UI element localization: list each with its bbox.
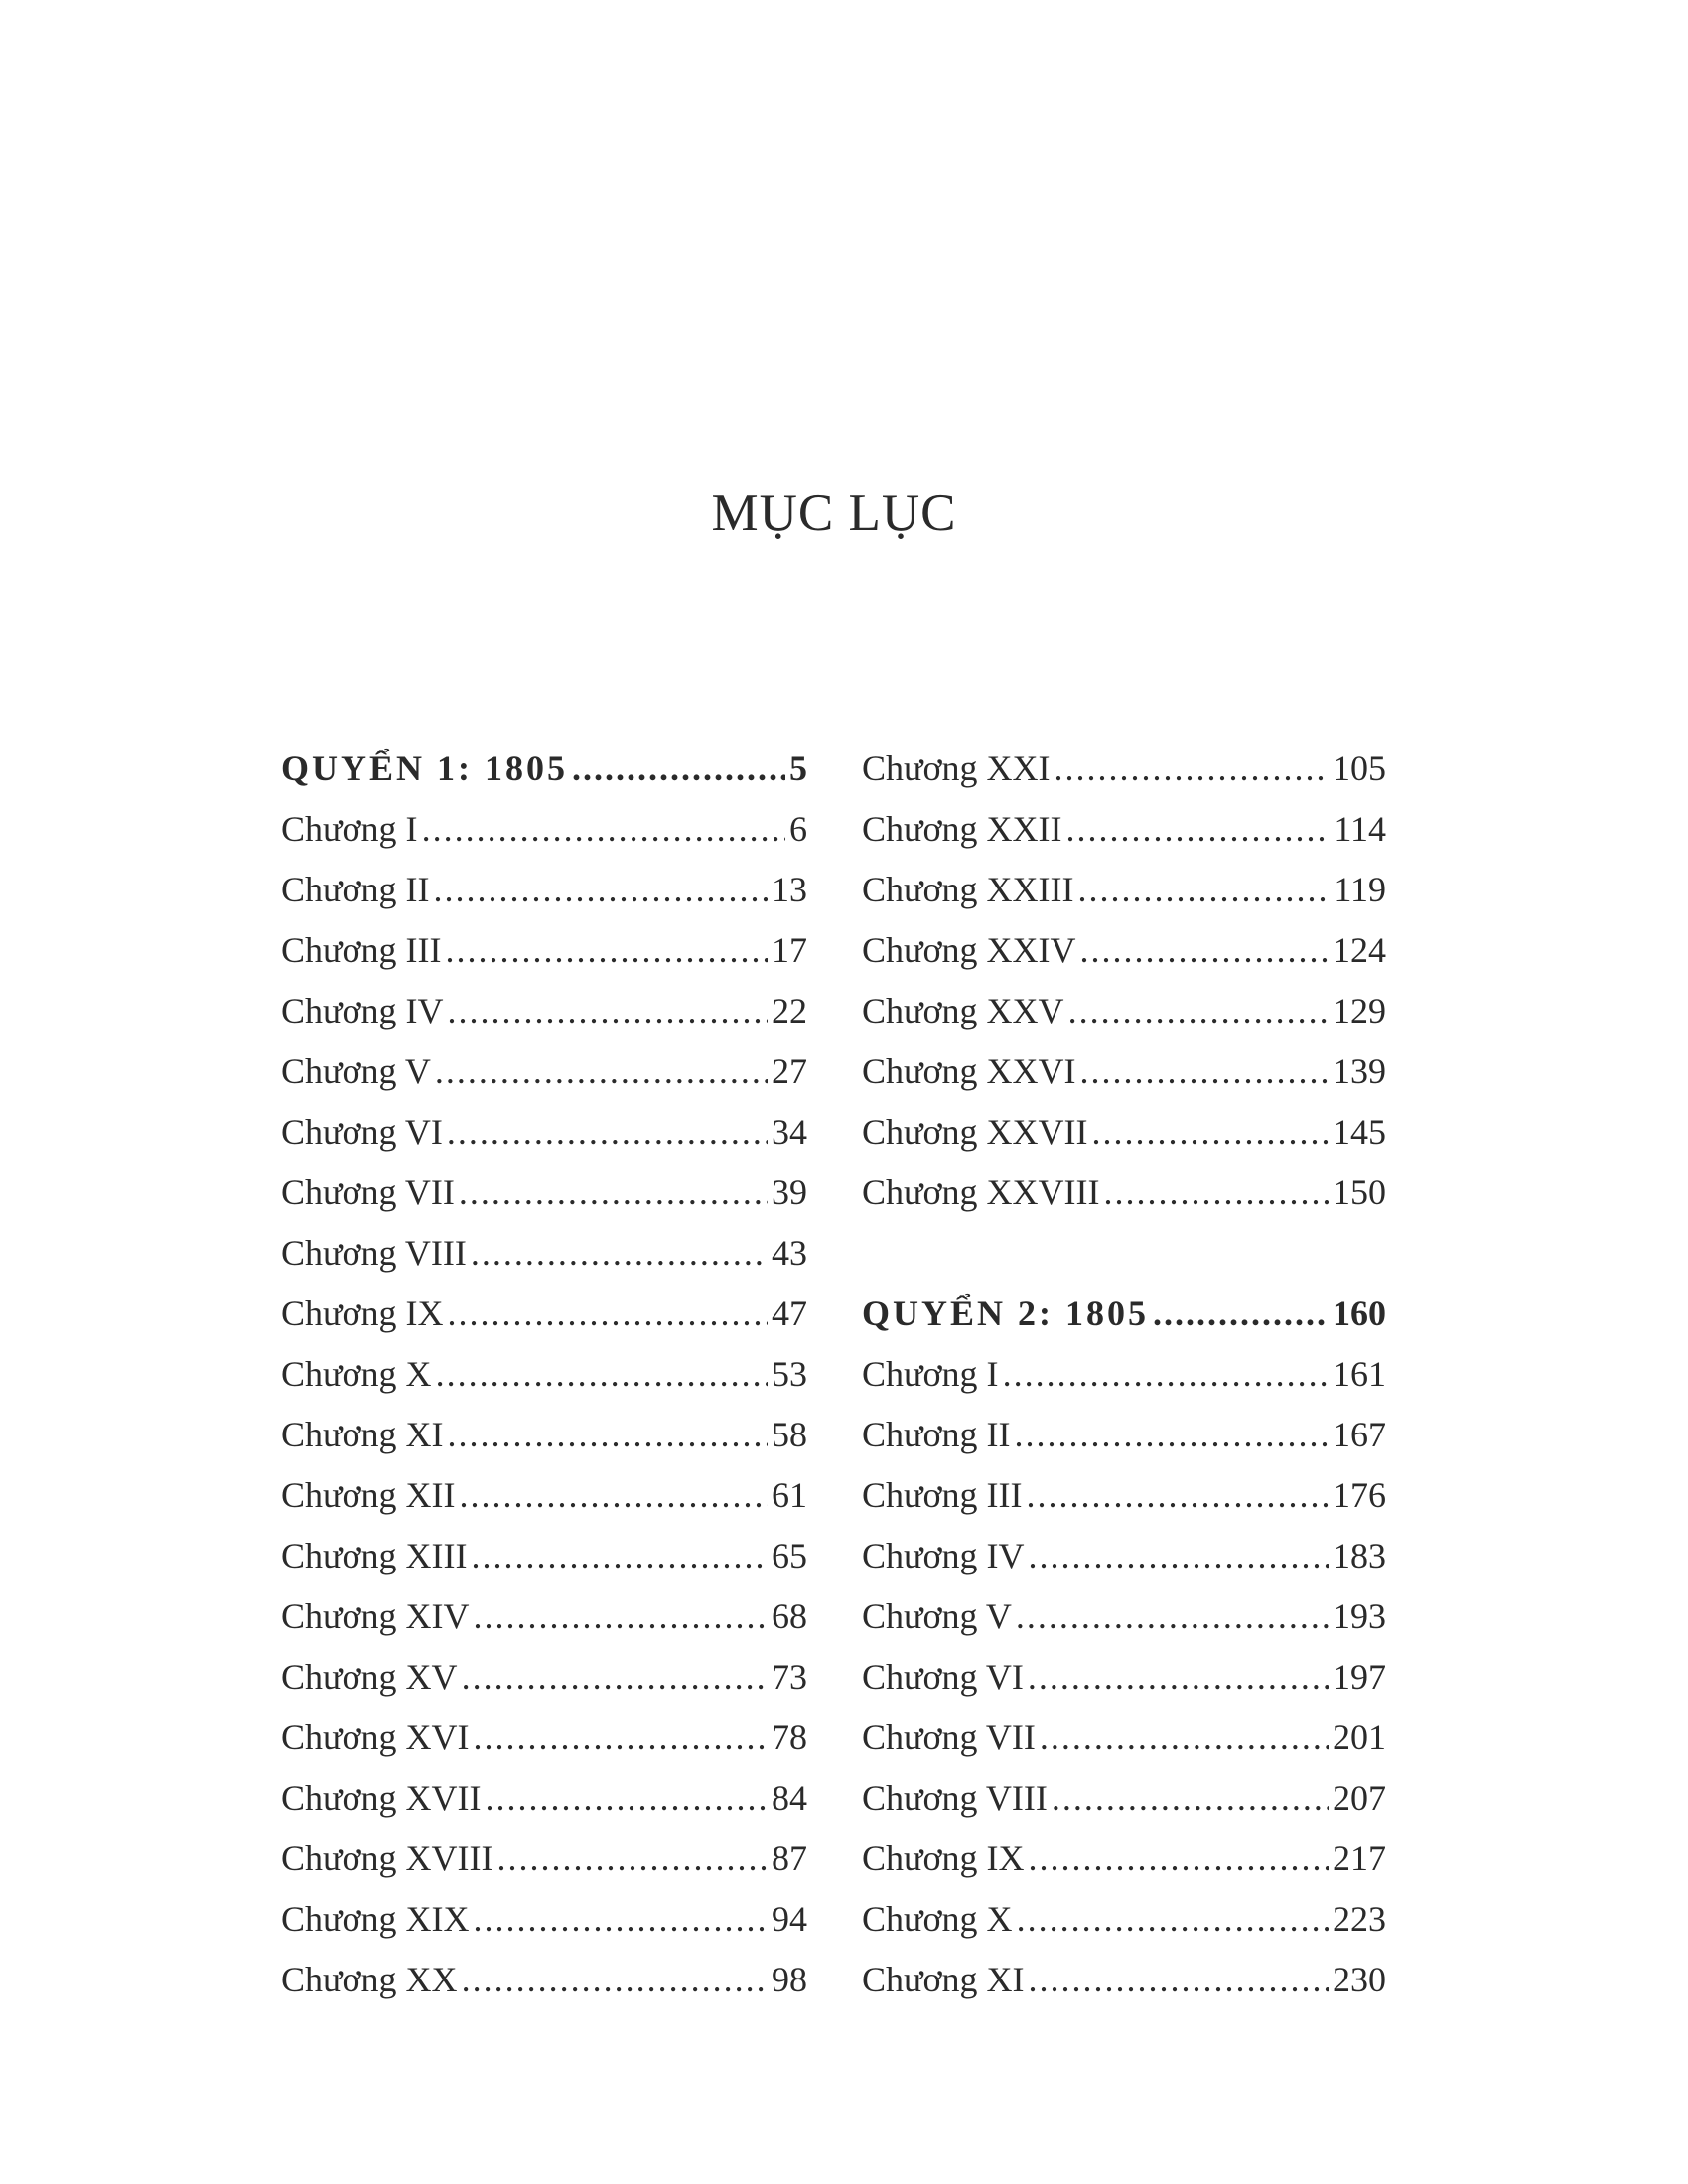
toc-leader-dots bbox=[462, 1647, 768, 1707]
toc-page-number: 78 bbox=[772, 1717, 807, 1757]
toc-page-number: 58 bbox=[772, 1415, 807, 1454]
toc-entry[interactable] bbox=[862, 1586, 1386, 1647]
toc-entry[interactable] bbox=[281, 1344, 807, 1405]
toc-entry[interactable] bbox=[281, 1768, 807, 1829]
toc-leader-dots bbox=[474, 1707, 768, 1768]
toc-leader-dots bbox=[436, 1344, 768, 1405]
toc-page-number: 5 bbox=[789, 749, 807, 788]
toc-entry-label: Chương XXI bbox=[862, 749, 1051, 788]
toc-page-number: 201 bbox=[1333, 1717, 1386, 1757]
toc-page-number: 145 bbox=[1333, 1112, 1386, 1152]
toc-entry[interactable] bbox=[862, 1102, 1386, 1162]
toc-page-number: 197 bbox=[1333, 1657, 1386, 1697]
toc-entry-label: Chương II bbox=[281, 870, 430, 909]
toc-leader-dots bbox=[474, 1586, 768, 1647]
toc-leader-dots bbox=[1068, 981, 1329, 1041]
toc-page-number: 34 bbox=[772, 1112, 807, 1152]
toc-leader-dots bbox=[447, 1102, 768, 1162]
toc-leader-dots bbox=[1015, 1405, 1329, 1465]
toc-leader-dots bbox=[1052, 1768, 1329, 1829]
toc-page-number: 39 bbox=[772, 1172, 807, 1212]
toc-page-number: 68 bbox=[772, 1596, 807, 1636]
toc-page-number: 84 bbox=[772, 1778, 807, 1818]
toc-entry[interactable] bbox=[281, 1284, 807, 1344]
toc-page-number: 161 bbox=[1333, 1354, 1386, 1394]
toc-page-number: 105 bbox=[1333, 749, 1386, 788]
toc-leader-dots bbox=[446, 920, 768, 981]
toc-page-number: 129 bbox=[1333, 991, 1386, 1030]
toc-page-number: 230 bbox=[1333, 1960, 1386, 1999]
toc-leader-dots bbox=[572, 739, 785, 799]
toc-entry-label: Chương XXIV bbox=[862, 930, 1076, 970]
toc-page-number: 207 bbox=[1333, 1778, 1386, 1818]
toc-entry[interactable] bbox=[281, 799, 807, 860]
toc-entry[interactable] bbox=[862, 1707, 1386, 1768]
toc-leader-dots bbox=[471, 1223, 768, 1284]
toc-leader-dots bbox=[435, 1041, 768, 1102]
toc-entry[interactable] bbox=[862, 1768, 1386, 1829]
toc-entry[interactable] bbox=[862, 799, 1386, 860]
toc-entry-label: Chương XXII bbox=[862, 809, 1062, 849]
toc-leader-dots bbox=[1027, 1465, 1329, 1526]
toc-leader-dots bbox=[1028, 1647, 1329, 1707]
toc-page-number: 119 bbox=[1334, 870, 1386, 909]
toc-leader-dots bbox=[422, 799, 785, 860]
toc-entry[interactable] bbox=[862, 739, 1386, 799]
toc-leader-dots bbox=[1029, 1526, 1329, 1586]
toc-entry-label: Chương XII bbox=[281, 1475, 456, 1515]
toc-entry-label: Chương X bbox=[281, 1354, 432, 1394]
toc-leader-dots bbox=[1080, 920, 1329, 981]
toc-page-number: 53 bbox=[772, 1354, 807, 1394]
toc-page-number: 183 bbox=[1333, 1536, 1386, 1575]
toc-page-number: 6 bbox=[789, 809, 807, 849]
toc-entry-label: Chương XI bbox=[862, 1960, 1025, 1999]
toc-entry-label: Chương III bbox=[862, 1475, 1023, 1515]
toc-leader-dots bbox=[448, 981, 768, 1041]
toc-page-number: 150 bbox=[1333, 1172, 1386, 1212]
toc-part-heading[interactable] bbox=[281, 739, 807, 799]
toc-entry-label: Chương XVIII bbox=[281, 1839, 493, 1878]
toc-page-number: 124 bbox=[1333, 930, 1386, 970]
toc-entry[interactable] bbox=[281, 860, 807, 920]
toc-leader-dots bbox=[1080, 1041, 1329, 1102]
toc-page-number: 193 bbox=[1333, 1596, 1386, 1636]
toc-entry-label: Chương XX bbox=[281, 1960, 458, 1999]
toc-leader-dots bbox=[1092, 1102, 1329, 1162]
toc-entry[interactable] bbox=[862, 1647, 1386, 1707]
toc-entry-label: Chương XXVIII bbox=[862, 1172, 1100, 1212]
toc-entry[interactable] bbox=[862, 860, 1386, 920]
toc-page-number: 43 bbox=[772, 1233, 807, 1273]
toc-page-number: 13 bbox=[772, 870, 807, 909]
toc-entry-label: Chương VIII bbox=[281, 1233, 467, 1273]
toc-page-number: 17 bbox=[772, 930, 807, 970]
toc-leader-dots bbox=[1153, 1284, 1329, 1344]
toc-leader-dots bbox=[472, 1526, 768, 1586]
toc-entry[interactable] bbox=[281, 1526, 807, 1586]
toc-entry[interactable] bbox=[281, 981, 807, 1041]
toc-page-number: 73 bbox=[772, 1657, 807, 1697]
toc-entry-label: Chương XVI bbox=[281, 1717, 470, 1757]
toc-page-number: 22 bbox=[772, 991, 807, 1030]
toc-leader-dots bbox=[1016, 1586, 1329, 1647]
toc-entry-label: Chương IV bbox=[281, 991, 444, 1030]
toc-entry-label: Chương V bbox=[281, 1051, 431, 1091]
toc-part-heading[interactable] bbox=[862, 1284, 1386, 1344]
toc-leader-dots bbox=[497, 1829, 768, 1889]
toc-entry[interactable] bbox=[862, 1344, 1386, 1405]
toc-entry-label: Chương IV bbox=[862, 1536, 1025, 1575]
toc-page-number: 217 bbox=[1333, 1839, 1386, 1878]
toc-entry[interactable] bbox=[281, 1102, 807, 1162]
toc-leader-dots bbox=[1078, 860, 1331, 920]
toc-page-number: 94 bbox=[772, 1899, 807, 1939]
toc-leader-dots bbox=[459, 1162, 768, 1223]
toc-entry[interactable] bbox=[281, 1223, 807, 1284]
toc-entry-label: Chương VI bbox=[862, 1657, 1024, 1697]
toc-entry-label: Chương XXIII bbox=[862, 870, 1074, 909]
toc-entry-label: QUYỂN 1: 1805 bbox=[281, 749, 568, 788]
toc-entry-label: Chương III bbox=[281, 930, 442, 970]
toc-page-number: 27 bbox=[772, 1051, 807, 1091]
toc-leader-dots bbox=[486, 1768, 768, 1829]
toc-entry-label: Chương VII bbox=[281, 1172, 455, 1212]
toc-entry-label: Chương XIV bbox=[281, 1596, 470, 1636]
toc-entry-label: Chương I bbox=[862, 1354, 999, 1394]
toc-entry[interactable] bbox=[862, 981, 1386, 1041]
toc-entry[interactable] bbox=[281, 1041, 807, 1102]
toc-entry[interactable] bbox=[862, 1526, 1386, 1586]
toc-entry-label: Chương XVII bbox=[281, 1778, 482, 1818]
toc-page-number: 47 bbox=[772, 1294, 807, 1333]
toc-entry[interactable] bbox=[281, 1829, 807, 1889]
toc-entry-label: Chương XV bbox=[281, 1657, 458, 1697]
toc-entry[interactable] bbox=[862, 1950, 1386, 2010]
toc-entry[interactable] bbox=[862, 1889, 1386, 1950]
toc-entry[interactable] bbox=[862, 1405, 1386, 1465]
toc-page-number: 65 bbox=[772, 1536, 807, 1575]
toc-spacer bbox=[862, 1223, 1386, 1284]
toc-entry[interactable] bbox=[862, 1041, 1386, 1102]
toc-right-column bbox=[862, 739, 1386, 2010]
toc-entry[interactable] bbox=[281, 1889, 807, 1950]
toc-page-number: 139 bbox=[1333, 1051, 1386, 1091]
toc-entry-label: Chương XIII bbox=[281, 1536, 468, 1575]
toc-entry[interactable] bbox=[281, 1950, 807, 2010]
toc-entry-label: Chương V bbox=[862, 1596, 1012, 1636]
toc-entry[interactable] bbox=[862, 1162, 1386, 1223]
toc-entry-label: Chương VII bbox=[862, 1717, 1036, 1757]
toc-page-number: 176 bbox=[1333, 1475, 1386, 1515]
toc-entry-label: Chương XI bbox=[281, 1415, 444, 1454]
toc-entry[interactable] bbox=[281, 1707, 807, 1768]
toc-leader-dots bbox=[1104, 1162, 1329, 1223]
toc-leader-dots bbox=[1066, 799, 1331, 860]
toc-page-number: 61 bbox=[772, 1475, 807, 1515]
toc-entry-label: Chương XXVI bbox=[862, 1051, 1076, 1091]
toc-entry[interactable] bbox=[281, 1647, 807, 1707]
toc-page-number: 223 bbox=[1333, 1899, 1386, 1939]
toc-page-number: 87 bbox=[772, 1839, 807, 1878]
toc-entry-label: Chương XIX bbox=[281, 1899, 470, 1939]
toc-entry-label: Chương IX bbox=[281, 1294, 444, 1333]
toc-entry[interactable] bbox=[281, 1586, 807, 1647]
toc-leader-dots bbox=[1003, 1344, 1329, 1405]
toc-entry-label: Chương II bbox=[862, 1415, 1011, 1454]
toc-leader-dots bbox=[1029, 1950, 1329, 2010]
toc-entry[interactable] bbox=[862, 1465, 1386, 1526]
toc-leader-dots bbox=[460, 1465, 768, 1526]
toc-left-column bbox=[281, 739, 807, 2010]
toc-entry-label: Chương X bbox=[862, 1899, 1013, 1939]
toc-entry-label: QUYỂN 2: 1805 bbox=[862, 1294, 1149, 1333]
toc-entry[interactable] bbox=[281, 920, 807, 981]
toc-entry[interactable] bbox=[862, 920, 1386, 981]
toc-page-number: 160 bbox=[1333, 1294, 1386, 1333]
toc-entry-label: Chương XXV bbox=[862, 991, 1064, 1030]
toc-entry-label: Chương I bbox=[281, 809, 418, 849]
toc-leader-dots bbox=[474, 1889, 768, 1950]
toc-leader-dots bbox=[462, 1950, 768, 2010]
toc-leader-dots bbox=[1017, 1889, 1329, 1950]
toc-leader-dots bbox=[1029, 1829, 1329, 1889]
toc-page-number: 114 bbox=[1334, 809, 1386, 849]
toc-entry-label: Chương XXVII bbox=[862, 1112, 1088, 1152]
toc-leader-dots bbox=[1055, 739, 1329, 799]
toc-leader-dots bbox=[448, 1405, 768, 1465]
toc-page-number: 167 bbox=[1333, 1415, 1386, 1454]
toc-entry-label: Chương IX bbox=[862, 1839, 1025, 1878]
toc-entry[interactable] bbox=[281, 1465, 807, 1526]
toc-page-number: 98 bbox=[772, 1960, 807, 1999]
toc-leader-dots bbox=[1040, 1707, 1329, 1768]
toc-entry-label: Chương VI bbox=[281, 1112, 443, 1152]
toc-entry[interactable] bbox=[281, 1162, 807, 1223]
page-title: MỤC LỤC bbox=[711, 484, 957, 542]
toc-entry[interactable] bbox=[281, 1405, 807, 1465]
toc-leader-dots bbox=[434, 860, 768, 920]
toc-entry[interactable] bbox=[862, 1829, 1386, 1889]
toc-leader-dots bbox=[448, 1284, 768, 1344]
toc-entry-label: Chương VIII bbox=[862, 1778, 1048, 1818]
